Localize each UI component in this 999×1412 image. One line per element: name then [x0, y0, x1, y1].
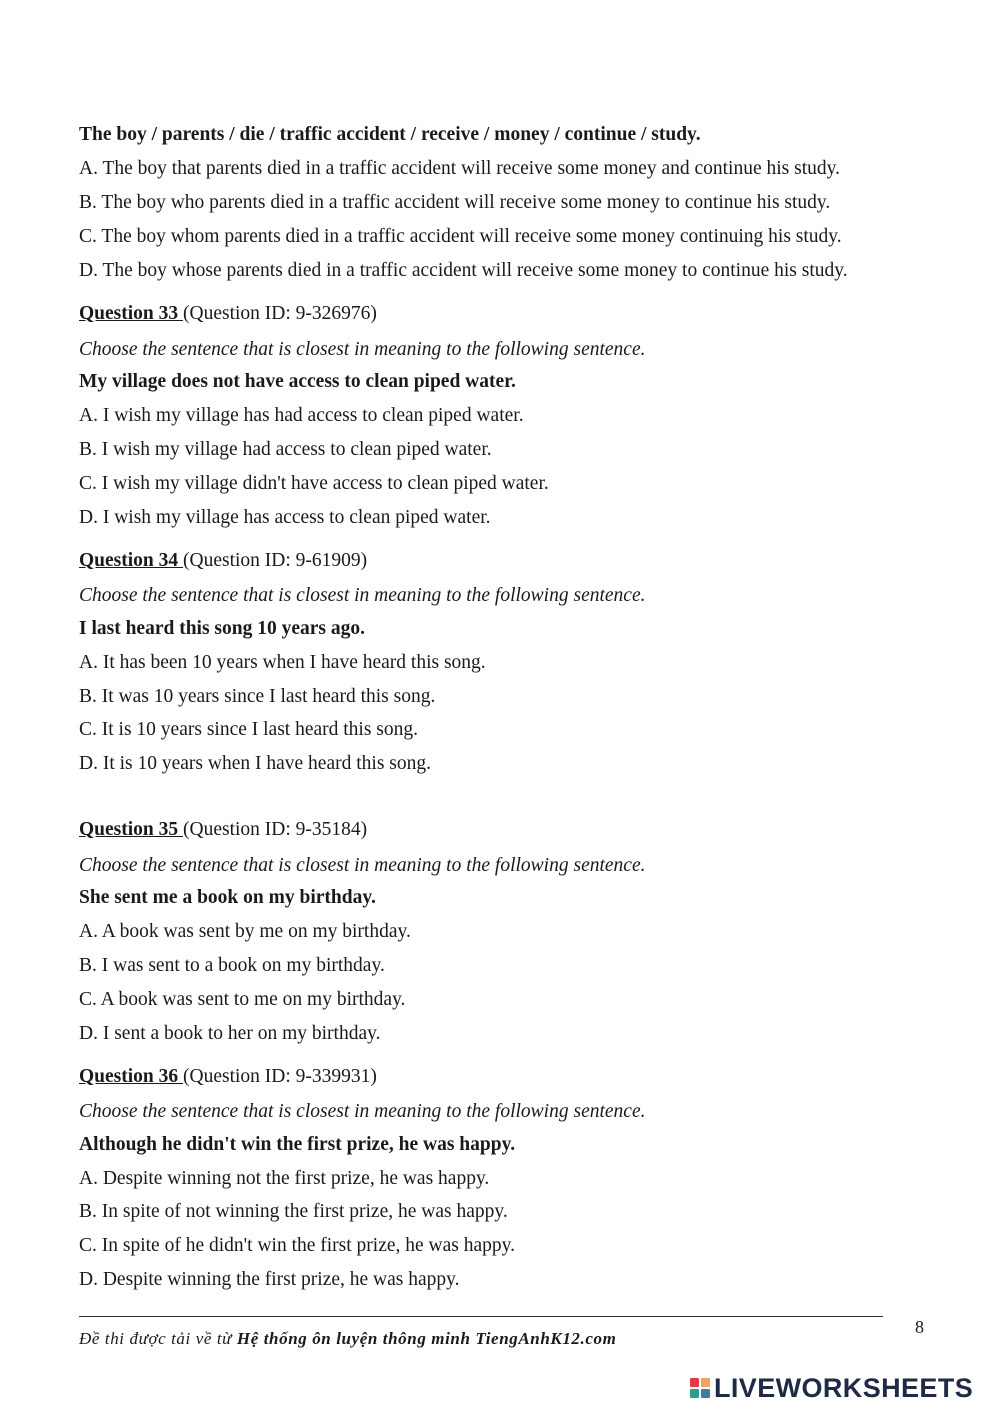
q33-id: (Question ID: 9-326976) — [183, 303, 377, 324]
q34-header — [79, 549, 367, 573]
q33-option-c: C. I wish my village didn't have access to clean piped water. — [79, 473, 549, 494]
q33-option-b: B. I wish my village had access to clean piped water. — [79, 439, 492, 460]
logo-square-4 — [701, 1389, 710, 1398]
footer-divider — [79, 1316, 883, 1317]
q34-option-d: D. It is 10 years when I have heard this song. — [79, 753, 431, 774]
logo-square-3 — [690, 1389, 699, 1398]
q32-option-a: A. The boy that parents died in a traffic accident will receive some money and continue his study. — [79, 158, 840, 179]
q32-option-d: D. The boy whose parents died in a traffic accident will receive some money to continue his study. — [79, 260, 848, 281]
q35-option-b: B. I was sent to a book on my birthday. — [79, 955, 385, 976]
q32-option-c: C. The boy whom parents died in a traffic accident will receive some money continuing his study. — [79, 226, 842, 247]
q35-option-d: D. I sent a book to her on my birthday. — [79, 1023, 381, 1044]
footer-prefix: Đề thi được tải về từ — [79, 1329, 237, 1348]
q36-option-a: A. Despite winning not the first prize, he was happy. — [79, 1168, 490, 1189]
q35-instruction: Choose the sentence that is closest in meaning to the following sentence. — [79, 855, 646, 876]
q34-option-c: C. It is 10 years since I last heard this song. — [79, 719, 419, 740]
logo-square-1 — [690, 1378, 699, 1387]
liveworksheets-icon — [690, 1378, 710, 1398]
q33-instruction: Choose the sentence that is closest in meaning to the following sentence. — [79, 339, 646, 360]
q33-option-d: D. I wish my village has access to clean piped water. — [79, 507, 491, 528]
q36-label: Question 36 — [79, 1066, 184, 1087]
q36-instruction: Choose the sentence that is closest in meaning to the following sentence. — [79, 1101, 646, 1122]
q34-prompt: I last heard this song 10 years ago. — [79, 618, 366, 639]
liveworksheets-wordmark: LIVEWORKSHEETS — [714, 1372, 974, 1403]
q33-option-a: A. I wish my village has had access to clean piped water. — [79, 405, 524, 426]
q32-option-b: B. The boy who parents died in a traffic accident will receive some money to continue his study. — [79, 192, 831, 213]
q32-prompt: The boy / parents / die / traffic accident / receive / money / continue / study. — [79, 124, 701, 145]
q36-option-b: B. In spite of not winning the first prize, he was happy. — [79, 1201, 508, 1222]
q36-prompt: Although he didn't win the first prize, he was happy. — [79, 1134, 516, 1155]
q33-label: Question 33 — [79, 303, 184, 324]
footer-source — [79, 1329, 616, 1349]
q35-id: (Question ID: 9-35184) — [183, 819, 368, 840]
liveworksheets-logo — [690, 1373, 973, 1403]
q33-prompt: My village does not have access to clean piped water. — [79, 371, 516, 392]
q35-label: Question 35 — [79, 819, 184, 840]
logo-square-2 — [701, 1378, 710, 1387]
q35-option-a: A. A book was sent by me on my birthday. — [79, 921, 411, 942]
footer-source-name: Hệ thống ôn luyện thông minh TiengAnhK12.com — [236, 1329, 617, 1348]
page-number: 8 — [915, 1317, 924, 1337]
q34-label: Question 34 — [79, 550, 184, 571]
q34-option-b: B. It was 10 years since I last heard this song. — [79, 686, 436, 707]
q34-option-a: A. It has been 10 years when I have heard this song. — [79, 652, 486, 673]
q36-option-c: C. In spite of he didn't win the first prize, he was happy. — [79, 1235, 516, 1256]
q36-option-d: D. Despite winning the first prize, he was happy. — [79, 1269, 460, 1290]
q35-prompt: She sent me a book on my birthday. — [79, 887, 376, 908]
q34-id: (Question ID: 9-61909) — [183, 550, 368, 571]
q34-instruction: Choose the sentence that is closest in meaning to the following sentence. — [79, 585, 646, 606]
q36-header — [79, 1065, 377, 1089]
q35-option-c: C. A book was sent to me on my birthday. — [79, 989, 406, 1010]
q36-id: (Question ID: 9-339931) — [183, 1066, 377, 1087]
q33-header — [79, 302, 377, 326]
q35-header — [79, 818, 367, 842]
